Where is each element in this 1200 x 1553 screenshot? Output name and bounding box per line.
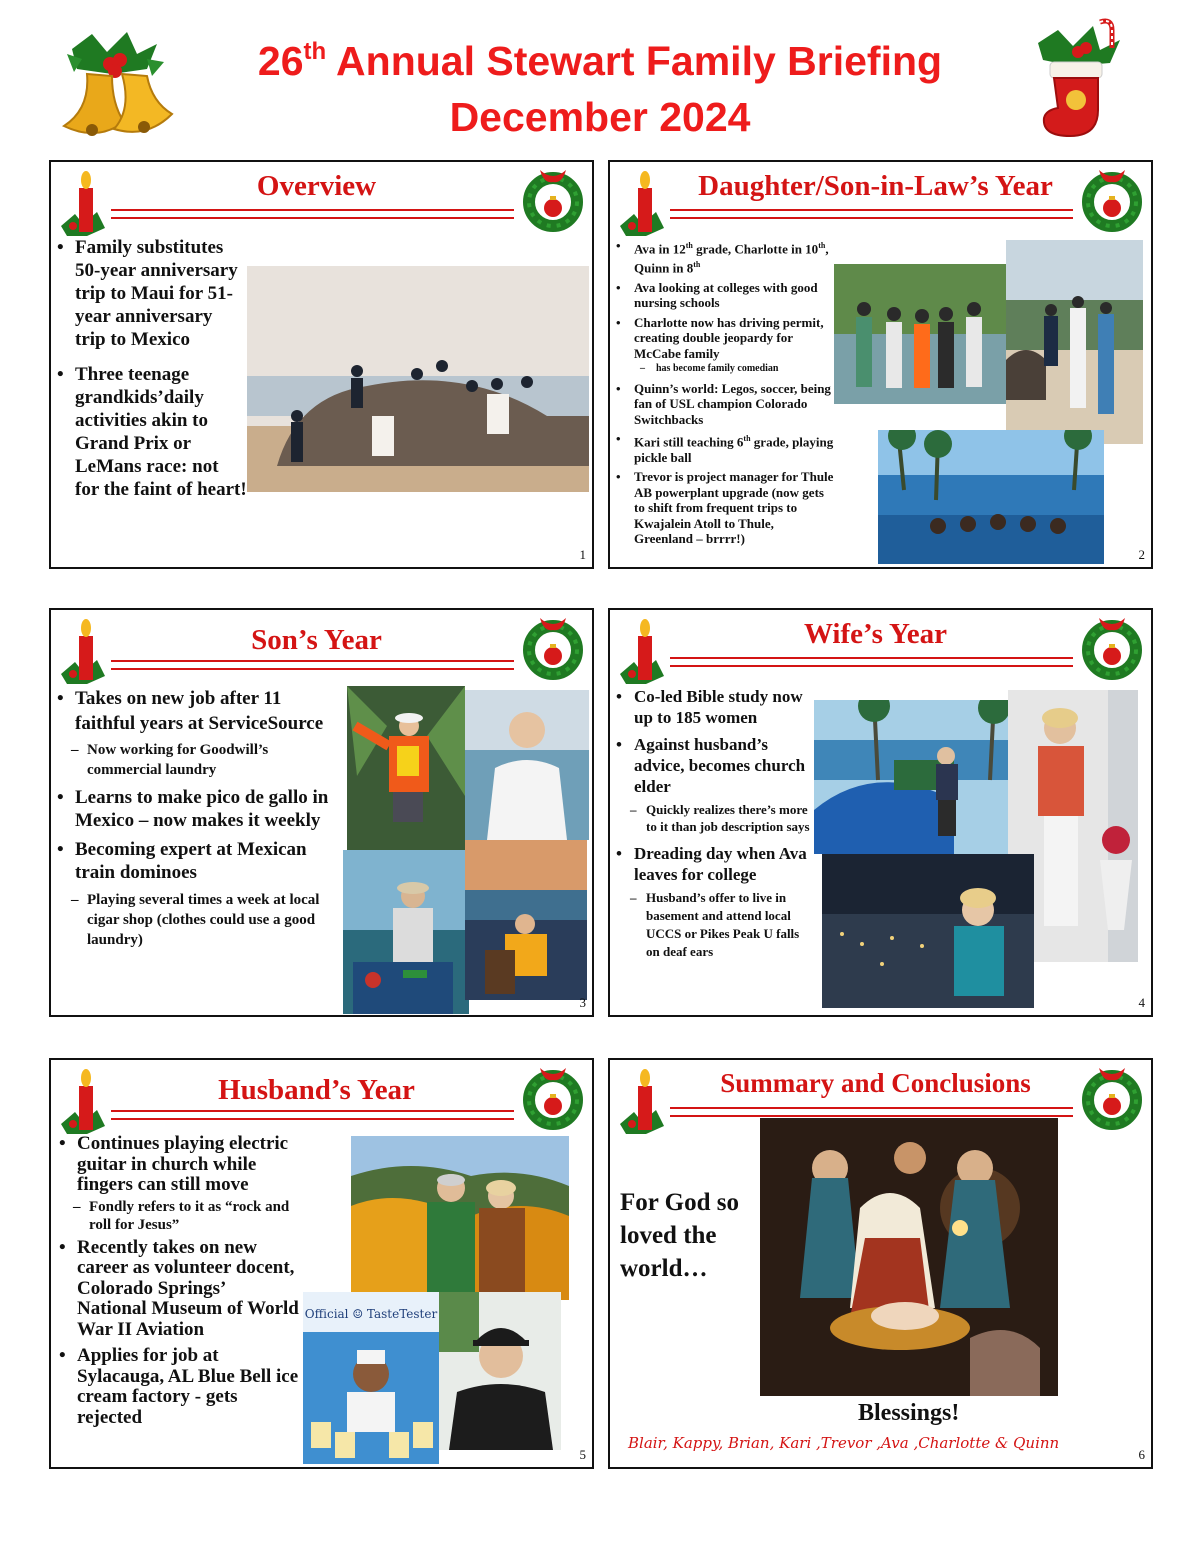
candle-icon [616,614,674,686]
slide-son [49,608,594,1017]
candle-icon [616,166,674,238]
overview-bullets [57,236,247,501]
scripture-quote: For God so loved the world… [620,1189,739,1282]
main-title-line1: 26th Annual Stewart Family Briefing [257,38,943,84]
slide-title: Daughter/Son-in-Law’s Year [698,170,1053,202]
slide-title: Husband’s Year [218,1074,415,1106]
candle-icon [616,1064,674,1136]
son-cooking-photo [343,850,469,1014]
wreath-icon [1077,612,1147,682]
slide-title: Wife’s Year [803,618,948,650]
list-item: – Husband’s offer to live in basement and attend local UCCS or Pikes Peak U falls on deaf ears [616,889,816,961]
page-header [0,0,1200,150]
list-item: • Kari still teaching 6th grade, playing pickle ball [616,431,834,465]
slide-title: Overview [256,170,377,202]
slide-daughter [608,160,1153,569]
title-rule [670,209,1073,219]
christmas-bells-icon [52,14,182,144]
family-beach-photo [247,266,589,492]
list-item: – Now working for Goodwill’s commercial laundry [57,740,343,780]
son-bullets [57,686,343,950]
title-rule [670,1107,1073,1117]
list-item: – has become family comedian [616,361,834,377]
title-rule [111,660,514,670]
list-item: • Co-led Bible study now up to 185 women [616,686,816,728]
list-item: – Quickly realizes there’s more to it than job description says [616,801,816,835]
list-item: • Quinn’s world: Legos, soccer, being fan of USL champion Colorado Switchbacks [616,381,834,428]
wreath-icon [1077,1062,1147,1132]
candle-icon [57,1064,115,1136]
kids-beach-photo [1006,240,1143,444]
list-item: • Family substitutes 50-year anniversary trip to Maui for 51-year anniversary trip to Mexico [57,236,247,351]
title-rule [111,209,514,219]
list-item: • Ava looking at colleges with good nursing schools [616,280,834,311]
main-title-line2: December 2024 [449,94,751,140]
candle-icon [57,614,115,686]
page-number: 5 [579,1447,586,1462]
wife-pool-photo [814,700,1010,854]
list-item: • Continues playing electric guitar in church while fingers can still move [59,1134,299,1196]
title-rule [670,657,1073,667]
list-item: • Becoming expert at Mexican train dominoes [57,838,343,884]
blessings-text: Blessings! [858,1400,960,1426]
list-item: • Three teenage grandkids’daily activities akin to Grand Prix or LeMans race: not for the faint of heart! [57,363,247,501]
slide-overview [49,160,594,569]
son-tiedye-photo [347,686,465,850]
page-number: 2 [1138,547,1145,562]
page-number: 1 [579,547,586,562]
list-item: • Against husband’s advice, becomes church elder [616,734,816,797]
slide-husband [49,1058,594,1469]
list-item: • Learns to make pico de gallo in Mexico – now makes it weekly [57,786,343,832]
nativity-painting [760,1118,1058,1396]
wife-bullets [616,686,816,961]
list-item: • Charlotte now has driving permit, creating double jeopardy for McCabe family [616,315,834,362]
page-number: 4 [1138,995,1145,1010]
page-number: 3 [579,995,586,1010]
husband-bullets [59,1134,299,1428]
family-signature: Blair, Kappy, Brian, Kari ,Trevor ,Ava ,Charlotte & Quinn [628,1434,1060,1452]
slide-wife [608,608,1153,1017]
slide-title: Summary and Conclusions [720,1068,1031,1098]
wreath-icon [1077,164,1147,234]
daughter-bullets [616,238,834,547]
list-item: • Takes on new job after 11 faithful years at ServiceSource [57,686,343,736]
slide-summary [608,1058,1153,1469]
son-portrait-photo [465,690,589,840]
list-item: • Trevor is project manager for Thule AB powerplant upgrade (now gets to shift from frequent trips to Kwajalein Atoll to Thule, Greenland – brrrr!) [616,469,834,547]
taste-tester-sign: Official ☺ TasteTester [304,1307,438,1321]
son-sunset-photo [465,840,587,1000]
husband-cap-photo [439,1292,561,1450]
list-item: • Dreading day when Ava leaves for college [616,843,816,885]
taste-tester-photo [303,1292,439,1464]
candle-icon [57,166,115,238]
infinity-pool-photo [878,430,1104,564]
wreath-icon [518,164,588,234]
list-item: • Ava in 12th grade, Charlotte in 10th, Quinn in 8th [616,238,834,276]
page-number: 6 [1138,1447,1145,1462]
family-lake-photo [834,264,1006,404]
wreath-icon [518,612,588,682]
list-item: • Recently takes on new career as volunteer docent, Colorado Springs’ National Museum of World War II Aviation [59,1238,299,1341]
title-rule [111,1110,514,1120]
list-item: – Playing several times a week at local cigar shop (clothes could use a good laundry) [57,890,343,950]
list-item: • Applies for job at Sylacauga, AL Blue Bell ice cream factory - gets rejected [59,1346,299,1428]
slide-title: Son’s Year [251,624,382,656]
christmas-stocking-icon [1028,18,1128,146]
couple-aspen-photo [351,1136,569,1300]
list-item: – Fondly refers to it as “rock and roll for Jesus” [59,1198,299,1234]
wife-night-photo [822,854,1034,1008]
wreath-icon [518,1062,588,1132]
